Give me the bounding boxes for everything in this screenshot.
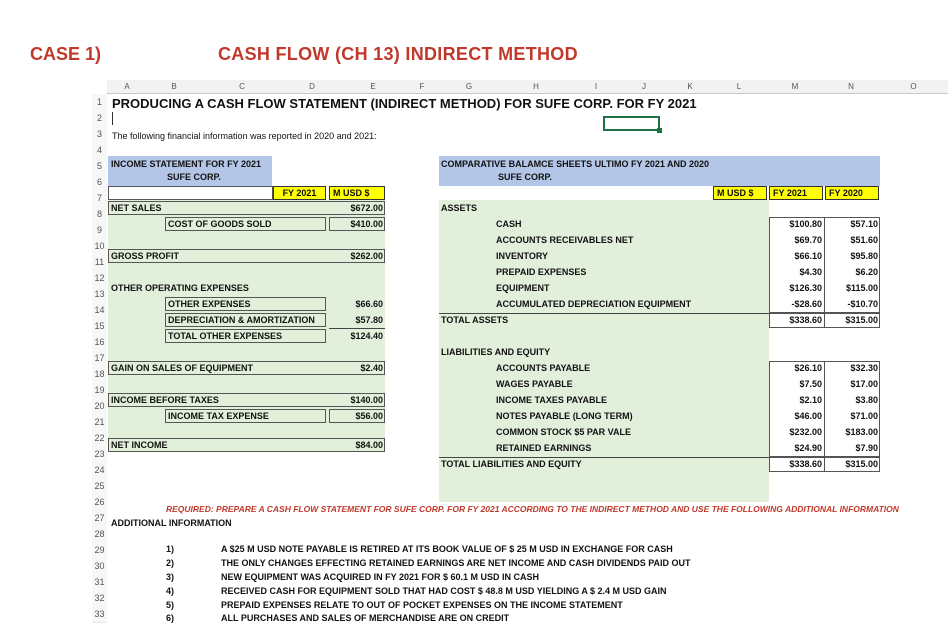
income-unit-label[interactable]: M USD $ (329, 186, 385, 200)
row-header[interactable]: 7 (92, 190, 107, 207)
liab-label-wages: WAGES PAYABLE (496, 379, 573, 389)
income-blank-cell[interactable] (108, 186, 273, 200)
column-header-f[interactable]: F (405, 80, 440, 94)
column-header-o[interactable]: O (879, 80, 948, 94)
additional-num: 6) (166, 613, 175, 623)
asset-2021-accum-dep: -$28.60 (791, 299, 822, 309)
liab-2020-common: $183.00 (845, 427, 878, 437)
assets-label: ASSETS (441, 203, 478, 213)
text-cursor (112, 112, 113, 125)
column-header-m[interactable]: M (767, 80, 824, 94)
row-header[interactable]: 33 (92, 606, 107, 623)
row-header[interactable]: 20 (92, 398, 107, 415)
asset-2021-inventory: $66.10 (794, 251, 822, 261)
liab-label-ap: ACCOUNTS PAYABLE (496, 363, 591, 373)
liab-2020-retained: $7.90 (855, 443, 878, 453)
row-header[interactable]: 6 (92, 174, 107, 191)
liab-2020-wages: $17.00 (850, 379, 878, 389)
additional-text: ALL PURCHASES AND SALES OF MERCHANDISE ARE ON CREDIT (221, 613, 510, 623)
balance-fy2021-label[interactable]: FY 2021 (769, 186, 823, 200)
asset-2021-ar: $69.70 (794, 235, 822, 245)
row-header[interactable]: 13 (92, 286, 107, 303)
total-liab-2021: $338.60 (789, 459, 822, 469)
total-assets-label: TOTAL ASSETS (441, 315, 509, 325)
row-header[interactable]: 4 (92, 142, 107, 159)
row-header[interactable]: 26 (92, 494, 107, 511)
row-header[interactable]: 15 (92, 318, 107, 335)
row-header[interactable]: 14 (92, 302, 107, 319)
income-value-other-expenses: $66.60 (355, 299, 383, 309)
row-header[interactable]: 17 (92, 350, 107, 367)
income-label-net-income: NET INCOME (111, 440, 168, 450)
income-value-total-other: $124.40 (350, 331, 383, 341)
column-header-a[interactable]: A (107, 80, 148, 94)
total-liab-label: TOTAL LIABILITIES AND EQUITY (441, 459, 582, 469)
subtotal-rule (329, 328, 385, 329)
balance-fy2020-label[interactable]: FY 2020 (825, 186, 879, 200)
liab-label-notes: NOTES PAYABLE (LONG TERM) (496, 411, 633, 421)
additional-text: A $25 M USD NOTE PAYABLE IS RETIRED AT ITS BOOK VALUE OF $ 25 M USD IN EXCHANGE FOR CASH (221, 544, 673, 554)
row-header[interactable]: 16 (92, 334, 107, 351)
income-value-tax: $56.00 (355, 411, 383, 421)
liab-label-common: COMMON STOCK $5 PAR VALE (496, 427, 632, 437)
asset-label-prepaid: PREPAID EXPENSES (496, 267, 587, 277)
additional-num: 3) (166, 572, 175, 582)
asset-2020-inventory: $95.80 (850, 251, 878, 261)
liabilities-label: LIABILITIES AND EQUITY (441, 347, 551, 357)
asset-2020-prepaid: $6.20 (855, 267, 878, 277)
asset-label-ar: ACCOUNTS RECEIVABLES NET (496, 235, 634, 245)
balance-blank-cells[interactable] (439, 186, 713, 200)
income-label-gain: GAIN ON SALES OF EQUIPMENT (111, 363, 254, 373)
income-value-depreciation: $57.80 (355, 315, 383, 325)
additional-num: 2) (166, 558, 175, 568)
row-header[interactable]: 29 (92, 542, 107, 559)
row-header[interactable]: 27 (92, 510, 107, 527)
asset-label-accum-dep: ACCUMULATED DEPRECIATION EQUIPMENT (496, 299, 692, 309)
case-title: CASH FLOW (CH 13) INDIRECT METHOD (218, 44, 578, 64)
liab-2021-ap: $26.10 (794, 363, 822, 373)
income-company: SUFE CORP. (167, 172, 221, 182)
row-header[interactable]: 2 (92, 110, 107, 127)
row-header[interactable]: 3 (92, 126, 107, 143)
row-header[interactable]: 31 (92, 574, 107, 591)
balance-company: SUFE CORP. (498, 172, 552, 182)
liab-2020-taxes: $3.80 (855, 395, 878, 405)
case-label: CASE 1) (30, 44, 102, 64)
column-header-e[interactable]: E (341, 80, 406, 94)
column-header-c[interactable]: C (201, 80, 284, 94)
liab-2021-common: $232.00 (789, 427, 822, 437)
intro-text: The following financial information was reported in 2020 and 2021: (112, 131, 377, 141)
liab-2021-wages: $7.50 (799, 379, 822, 389)
asset-2020-equipment: $115.00 (845, 283, 878, 293)
liab-2021-notes: $46.00 (794, 411, 822, 421)
income-value-gross-profit: $262.00 (350, 251, 383, 261)
row-header[interactable]: 24 (92, 462, 107, 479)
income-value-net-income: $84.00 (355, 440, 383, 450)
asset-2020-accum-dep: -$10.70 (847, 299, 878, 309)
selected-cell[interactable] (603, 116, 660, 131)
row-header[interactable]: 22 (92, 430, 107, 447)
income-value-cogs: $410.00 (350, 219, 383, 229)
liab-label-retained: RETAINED EARNINGS (496, 443, 592, 453)
asset-2021-prepaid: $4.30 (799, 267, 822, 277)
column-header-d[interactable]: D (283, 80, 342, 94)
income-label-gross-profit: GROSS PROFIT (111, 251, 180, 261)
column-header-g[interactable]: G (439, 80, 500, 94)
asset-2020-ar: $51.60 (850, 235, 878, 245)
balance-title: COMPARATIVE BALAMCE SHEETS ULTIMO FY 2021 AND 2020 (441, 159, 710, 169)
column-header-i[interactable]: I (573, 80, 620, 94)
balance-unit-label[interactable]: M USD $ (713, 186, 767, 200)
asset-2020-cash: $57.10 (850, 219, 878, 229)
asset-2021-cash: $100.80 (789, 219, 822, 229)
liab-2020-ap: $32.30 (850, 363, 878, 373)
asset-label-equipment: EQUIPMENT (496, 283, 550, 293)
sheet-heading: PRODUCING A CASH FLOW STATEMENT (INDIRECT METHOD) FOR SUFE CORP. FOR FY 2021 (112, 96, 697, 111)
row-header[interactable]: 18 (92, 366, 107, 383)
asset-label-inventory: INVENTORY (496, 251, 549, 261)
required-instruction: REQUIRED: PREPARE A CASH FLOW STATEMENT FOR SUFE CORP. FOR FY 2021 ACCORDING TO THE INDIRECT METHOD AND USE THE FOLLOWING ADDITIONAL INFORMATION (166, 504, 899, 514)
asset-label-cash: CASH (496, 219, 522, 229)
liab-2020-notes: $71.00 (850, 411, 878, 421)
income-label-net-sales: NET SALES (111, 203, 162, 213)
row-header[interactable]: 30 (92, 558, 107, 575)
additional-info-label: ADDITIONAL INFORMATION (111, 518, 232, 528)
additional-num: 1) (166, 544, 175, 554)
row-header[interactable]: 8 (92, 206, 107, 223)
income-label-before-taxes: INCOME BEFORE TAXES (111, 395, 219, 405)
income-label-depreciation: DEPRECIATION & AMORTIZATION (168, 315, 315, 325)
row-header[interactable]: 12 (92, 270, 107, 287)
additional-text: PREPAID EXPENSES RELATE TO OUT OF POCKET EXPENSES ON THE INCOME STATEMENT (221, 600, 623, 610)
additional-text: RECEIVED CASH FOR EQUIPMENT SOLD THAT HAD COST $ 48.8 M USD YIELDING A $ 2.4 M USD GAIN (221, 586, 667, 596)
additional-num: 5) (166, 600, 175, 610)
spreadsheet[interactable] (92, 80, 948, 625)
row-header[interactable]: 25 (92, 478, 107, 495)
row-header[interactable]: 1 (92, 94, 107, 111)
column-header-j[interactable]: J (619, 80, 670, 94)
asset-2021-equipment: $126.30 (789, 283, 822, 293)
row-header[interactable]: 21 (92, 414, 107, 431)
column-header-n[interactable]: N (823, 80, 880, 94)
column-header-b[interactable]: B (147, 80, 202, 94)
row-header[interactable]: 9 (92, 222, 107, 239)
income-title: INCOME STATEMENT FOR FY 2021 (111, 159, 262, 169)
income-label-opex: OTHER OPERATING EXPENSES (111, 283, 249, 293)
additional-text: THE ONLY CHANGES EFFECTING RETAINED EARNINGS ARE NET INCOME AND CASH DIVIDENDS PAID OUT (221, 558, 691, 568)
column-header-l[interactable]: L (711, 80, 768, 94)
income-label-tax: INCOME TAX EXPENSE (168, 411, 269, 421)
row-header[interactable]: 10 (92, 238, 107, 255)
income-fy-label[interactable]: FY 2021 (273, 186, 326, 200)
additional-text: NEW EQUIPMENT WAS ACQUIRED IN FY 2021 FOR $ 60.1 M USD IN CASH (221, 572, 540, 582)
row-header[interactable]: 28 (92, 526, 107, 543)
income-value-net-sales: $672.00 (350, 203, 383, 213)
income-label-other-expenses: OTHER EXPENSES (168, 299, 251, 309)
total-assets-2020: $315.00 (845, 315, 878, 325)
additional-num: 4) (166, 586, 175, 596)
total-assets-2021: $338.60 (789, 315, 822, 325)
income-label-total-other: TOTAL OTHER EXPENSES (168, 331, 283, 341)
liab-2021-taxes: $2.10 (799, 395, 822, 405)
row-header[interactable]: 23 (92, 446, 107, 463)
column-header-h[interactable]: H (499, 80, 574, 94)
row-header[interactable]: 11 (92, 254, 107, 271)
row-header[interactable]: 19 (92, 382, 107, 399)
column-header-k[interactable]: K (669, 80, 712, 94)
row-header[interactable]: 5 (92, 158, 107, 175)
liab-2021-retained: $24.90 (794, 443, 822, 453)
total-liab-2020: $315.00 (845, 459, 878, 469)
income-value-before-taxes: $140.00 (350, 395, 383, 405)
liab-label-taxes: INCOME TAXES PAYABLE (496, 395, 608, 405)
income-value-gain: $2.40 (360, 363, 383, 373)
income-label-cogs: COST OF GOODS SOLD (168, 219, 272, 229)
row-header[interactable]: 32 (92, 590, 107, 607)
